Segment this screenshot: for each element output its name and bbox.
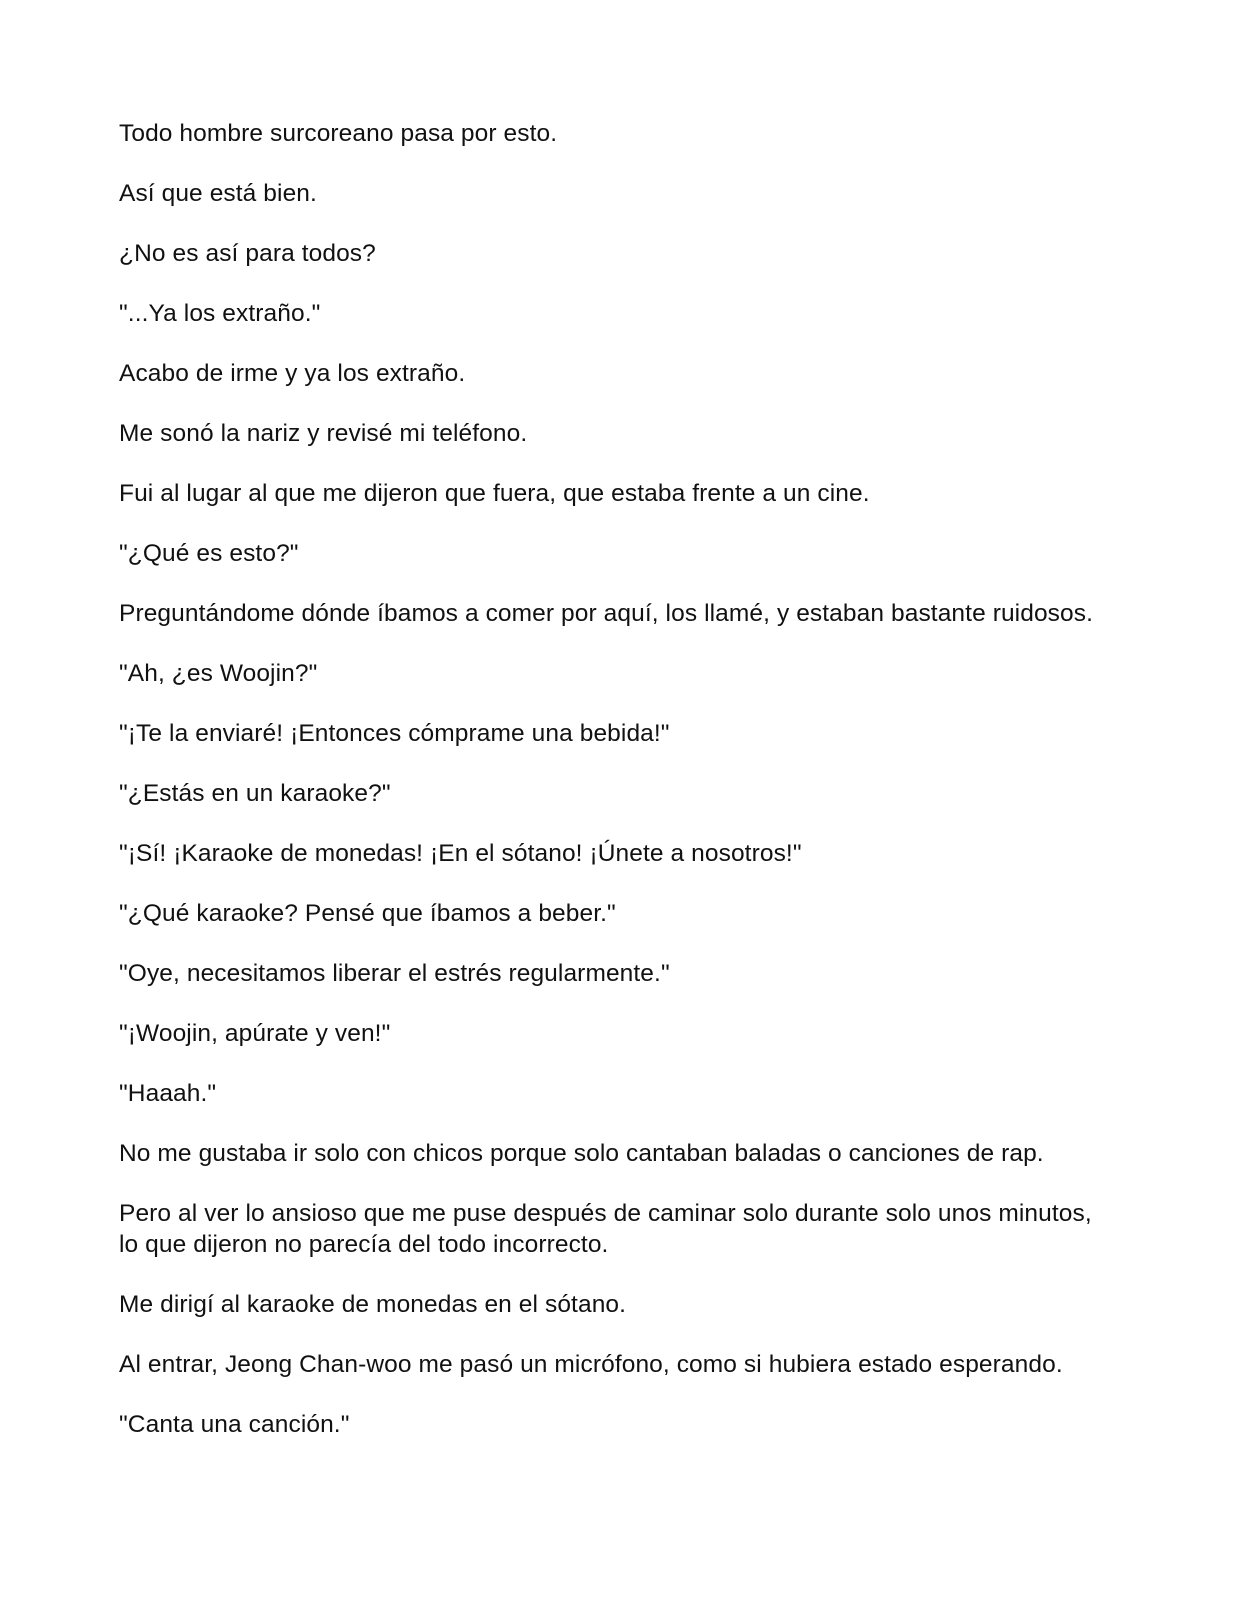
paragraph: "...Ya los extraño." xyxy=(119,300,321,327)
paragraph: "¡Sí! ¡Karaoke de monedas! ¡En el sótano! ¡Únete a nosotros!" xyxy=(119,840,802,867)
paragraph: Fui al lugar al que me dijeron que fuera, que estaba frente a un cine. xyxy=(119,480,870,507)
document-text-body xyxy=(119,118,1094,1469)
paragraph: "Oye, necesitamos liberar el estrés regularmente." xyxy=(119,960,670,987)
paragraph: "¿Estás en un karaoke?" xyxy=(119,780,391,807)
paragraph: Así que está bien. xyxy=(119,180,317,207)
paragraph: "Haaah." xyxy=(119,1080,217,1107)
paragraph: Me sonó la nariz y revisé mi teléfono. xyxy=(119,420,528,447)
paragraph: "¡Te la enviaré! ¡Entonces cómprame una bebida!" xyxy=(119,720,670,747)
paragraph: "¿Qué es esto?" xyxy=(119,540,299,567)
paragraph: Al entrar, Jeong Chan-woo me pasó un micrófono, como si hubiera estado esperando. xyxy=(119,1351,1063,1378)
paragraph: Pero al ver lo ansioso que me puse después de caminar solo durante solo unos minutos, lo que dijeron no parecía del todo incorrecto. xyxy=(119,1200,1092,1258)
paragraph: "¿Qué karaoke? Pensé que íbamos a beber." xyxy=(119,900,616,927)
paragraph: No me gustaba ir solo con chicos porque solo cantaban baladas o canciones de rap. xyxy=(119,1140,1044,1167)
paragraph: ¿No es así para todos? xyxy=(119,240,376,267)
paragraph: Me dirigí al karaoke de monedas en el sótano. xyxy=(119,1291,627,1318)
paragraph: Todo hombre surcoreano pasa por esto. xyxy=(119,120,558,147)
paragraph: "¡Woojin, apúrate y ven!" xyxy=(119,1020,391,1047)
paragraph: "Canta una canción." xyxy=(119,1411,350,1438)
paragraph: Acabo de irme y ya los extraño. xyxy=(119,360,466,387)
paragraph: "Ah, ¿es Woojin?" xyxy=(119,660,318,687)
paragraph: Preguntándome dónde íbamos a comer por aquí, los llamé, y estaban bastante ruidosos. xyxy=(119,600,1094,627)
